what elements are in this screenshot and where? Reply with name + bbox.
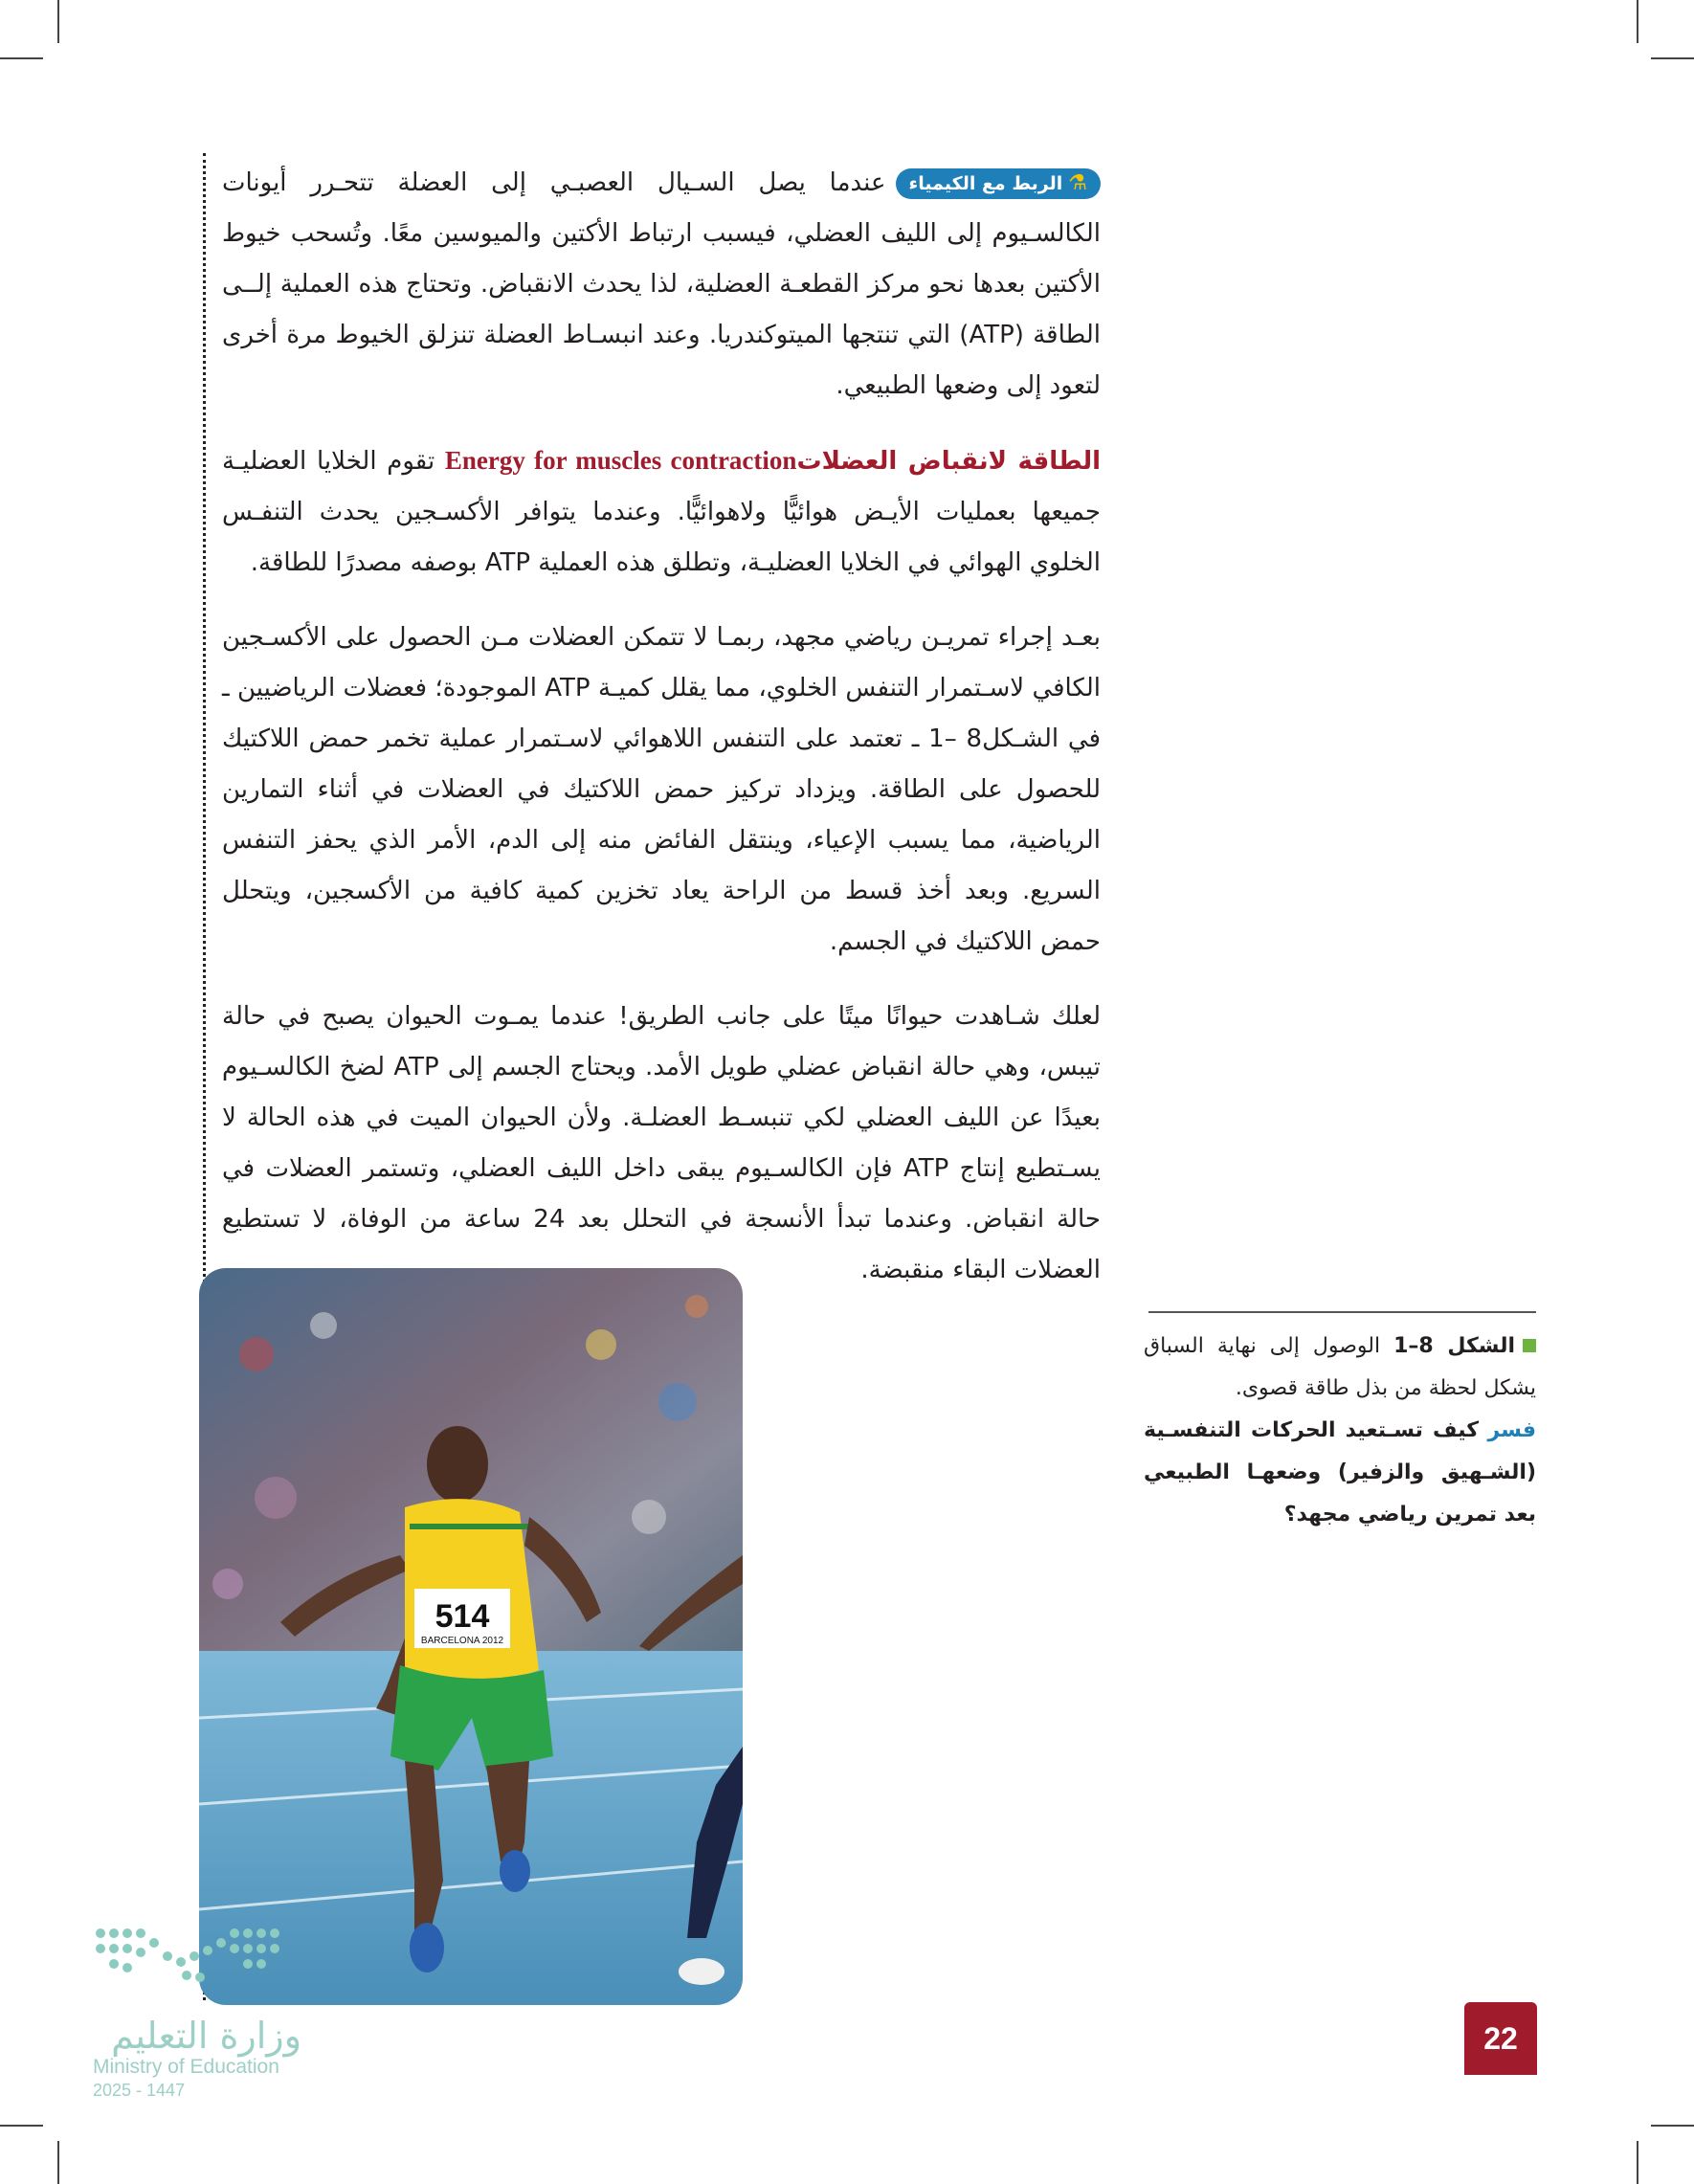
caption-question: كيف تسـتعيد الحركات التنفسـية (الشـهيق والزفير) وضعهـا الطبيعي بعد تمرين رياضي مجهد؟: [1144, 1418, 1536, 1527]
crop-mark: [57, 0, 59, 43]
figure-caption: [1144, 1326, 1536, 1536]
paragraph-chemistry-link: [222, 158, 1101, 412]
bib-number: 514: [435, 1598, 490, 1635]
ministry-year: 2025 - 1447: [93, 2081, 186, 2100]
ministry-dots-icon: [91, 1914, 301, 2010]
crop-mark: [57, 2141, 59, 2184]
crop-mark: [0, 2125, 43, 2127]
page-number: 22: [1464, 2002, 1537, 2075]
paragraph-energy: [222, 435, 1101, 589]
main-text-column: [222, 158, 1101, 1320]
ask-word: فسر: [1487, 1418, 1536, 1442]
athlete-photo: [199, 1268, 743, 2005]
crop-mark: [1637, 2141, 1638, 2184]
crop-mark: [0, 57, 43, 59]
ministry-name-english: Ministry of Education: [93, 2056, 279, 2078]
caption-bullet-icon: [1523, 1339, 1536, 1352]
paragraph-2-text: تقوم الخلايا العضليـة جميعها بعمليات الأيـض هوائيًّا ولاهوائيًّا. وعندما يتوافر الأكسـجين يحدث التنفـس الخلوي الهوائي في الخلايا العضليـة، وتطلق هذه العملية ATP بوصفه مصدرًا للطاقة.: [222, 447, 1101, 577]
flask-icon: ⚗: [1068, 170, 1087, 195]
ministry-name-arabic: وزارة التعليم: [111, 2015, 301, 2057]
paragraph-lactic-acid: بعـد إجراء تمريـن رياضي مجهد، ربمـا لا تتمكن العضلات مـن الحصول على الأكسـجين الكافي لاسـتمرار التنفس الخلوي، مما يقلل كميـة ATP الموجودة؛ فعضلات الرياضيين ـ في الشـكل8 –1 ـ تعتمد على التنفس اللاهوائي لاسـتمرار عملية تخمر حمض اللاكتيك للحصول على الطاقة. ويزداد تركيز حمض اللاكتيك في العضلات في أثناء التمارين الرياضية، مما يسبب الإعياء، وينتقل الفائض منه إلى الدم، الأمر الذي يحفز التنفس السريع. وبعد أخذ قسط من الراحة يعاد تخزين كمية كافية من الأكسجين، ويتحلل حمض اللاكتيك في الجسم.: [222, 623, 1102, 956]
bib-text: BARCELONA 2012: [420, 1636, 504, 1646]
ministry-logo: [91, 1914, 311, 2106]
figure-text: الوصول إلى نهاية السباق يشكل لحظة من بذل طاقة قصوى.: [1144, 1334, 1536, 1400]
section-heading-arabic: الطاقة لانقباض العضلات: [796, 447, 1102, 476]
crop-mark: [1651, 57, 1694, 59]
crop-mark: [1651, 2125, 1694, 2127]
chemistry-link-badge: [896, 168, 1101, 199]
paragraph-1-text: عندما يصل السـيال العصبـي إلى العضلة تتحـرر أيونات الكالسـيوم إلى الليف العضلي، فيسبب ارتباط الأكتين والميوسين معًا. وتُسحب خيوط الأكتين بعدها نحو مركز القطعـة العضلية، لذا يحدث الانقباض. وتحتاج هذه العملية إلــى الطاقة (ATP) التي تنتجها الميتوكندريا. وعند انبسـاط العضلة تنزلق الخيوط مرة أخرى لتعود إلى وضعها الطبيعي.: [222, 168, 1101, 400]
section-heading-english: Energy for muscles contraction: [444, 446, 797, 475]
caption-rule: [1148, 1311, 1536, 1313]
crop-mark: [1637, 0, 1638, 43]
figure-label: الشكل 8–1: [1393, 1334, 1515, 1358]
badge-label: الربط مع الكيمياء: [908, 172, 1063, 194]
paragraph-rigor: لعلك شـاهدت حيوانًا ميتًا على جانب الطريق! عندما يمـوت الحيوان يصبح في حالة تيبس، وهي حالة انقباض عضلي طويل الأمد. ويحتاج الجسم إلى ATP لضخ الكالسـيوم بعيدًا عن الليف العضلي لكي تنبسـط العضلـة. ولأن الحيوان الميت في هذه الحالة لا يسـتطيع إنتاج ATP فإن الكالسـيوم يبقى داخل الليف العضلي، وتستمر العضلات في حالة انقباض. وعندما تبدأ الأنسجة في التحلل بعد 24 ساعة من الوفاة، لا تستطيع العضلات البقاء منقبضة.: [222, 1002, 1102, 1284]
